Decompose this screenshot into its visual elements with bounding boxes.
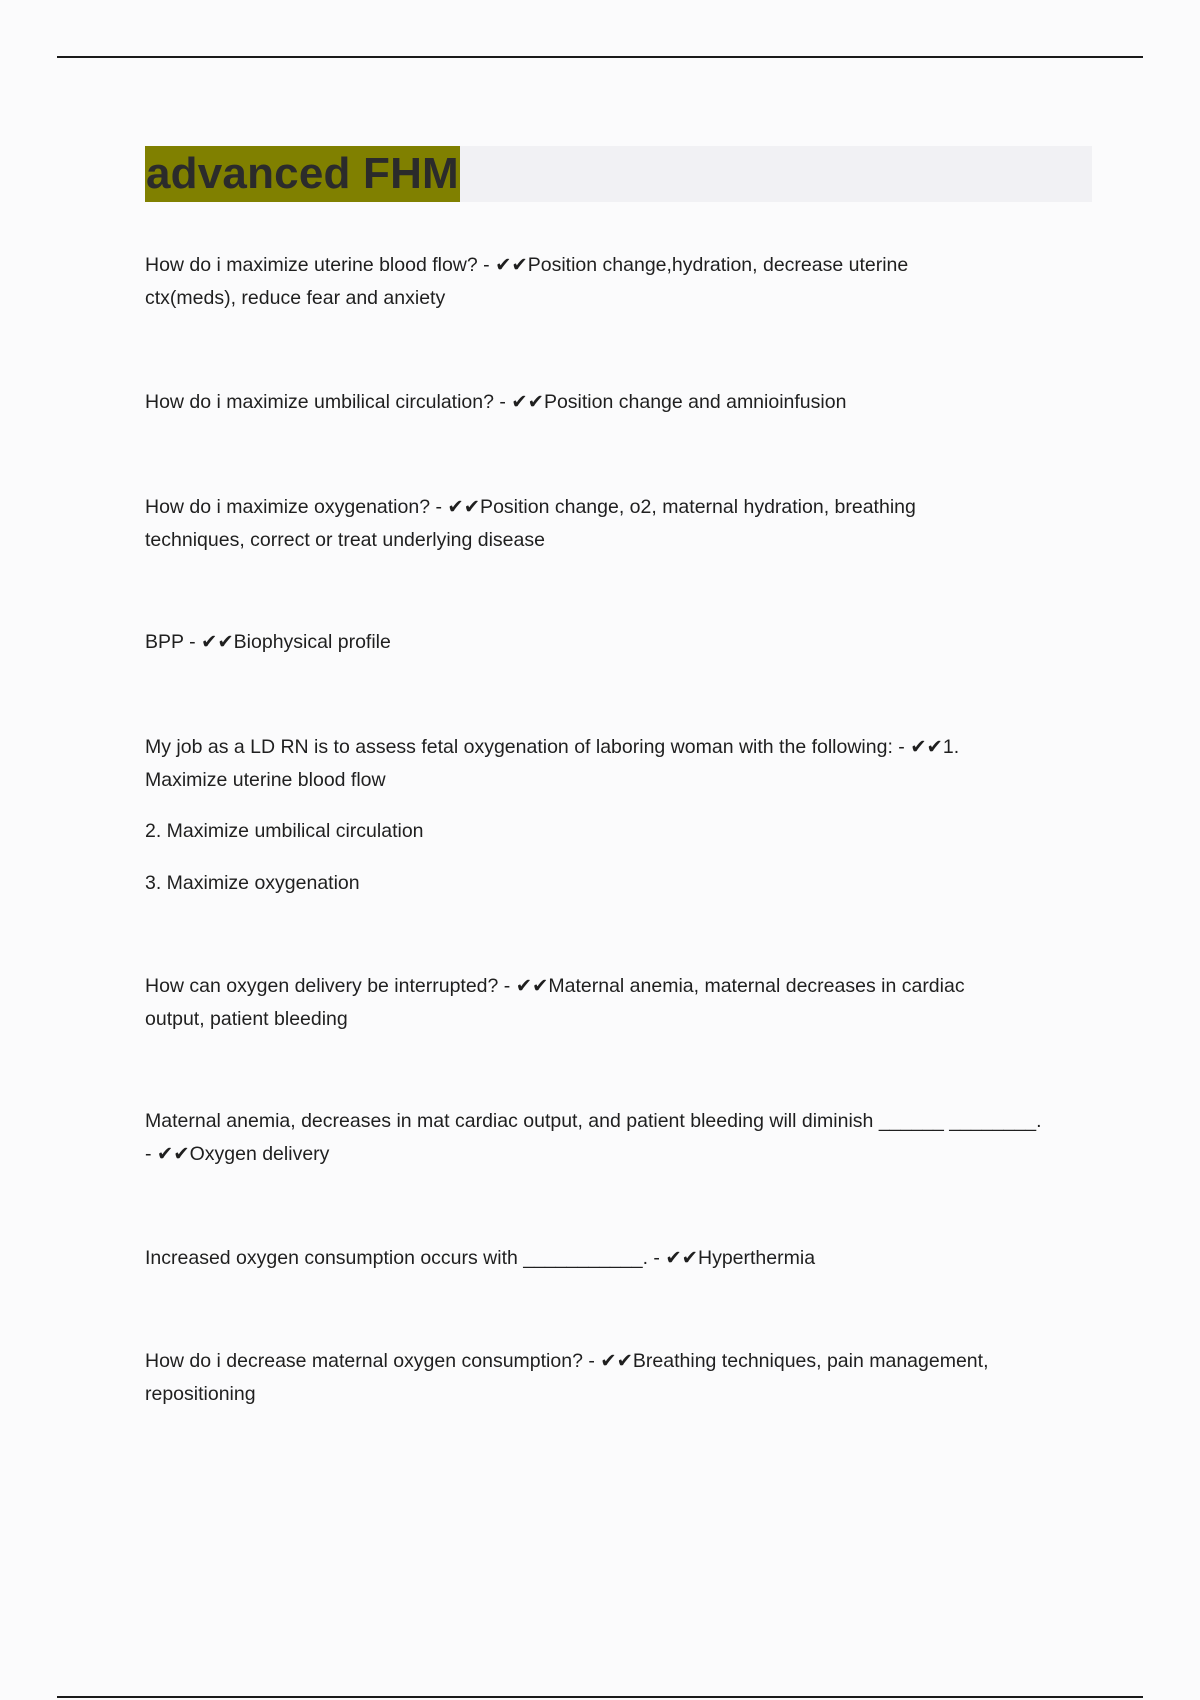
card-text-line: How do i maximize uterine blood flow? - ✔✔Position change,hydration, decrease uterine (145, 254, 909, 276)
card-text-line: BPP - ✔✔Biophysical profile (145, 631, 391, 653)
card-text-line: How do i decrease maternal oxygen consumption? - ✔✔Breathing techniques, pain management, (145, 1350, 989, 1372)
flashcard-2 (145, 386, 1091, 419)
document-title: advanced FHM (145, 146, 460, 202)
card-text-line: Maximize uterine blood flow (145, 769, 386, 791)
card-text-line: How do i maximize oxygenation? - ✔✔Position change, o2, maternal hydration, breathing (145, 496, 916, 518)
card-text-line: How do i maximize umbilical circulation? - ✔✔Position change and amnioinfusion (145, 391, 847, 413)
list-item: 3. Maximize oxygenation (145, 872, 360, 894)
flashcard-5 (145, 731, 1091, 900)
card-text-line: How can oxygen delivery be interrupted? - ✔✔Maternal anemia, maternal decreases in cardiac (145, 975, 965, 997)
bottom-rule (57, 1696, 1143, 1698)
flashcard-3 (145, 491, 1091, 557)
card-text-line: - ✔✔Oxygen delivery (145, 1143, 330, 1165)
card-text-line: output, patient bleeding (145, 1008, 348, 1030)
list-item: 2. Maximize umbilical circulation (145, 820, 424, 842)
flashcard-9 (145, 1345, 1091, 1411)
card-text-line: repositioning (145, 1383, 256, 1405)
flashcard-1 (145, 249, 1091, 315)
card-text-line: My job as a LD RN is to assess fetal oxygenation of laboring woman with the following: - ✔✔1. (145, 736, 960, 758)
card-text-line: Increased oxygen consumption occurs with ___________. - ✔✔Hyperthermia (145, 1247, 816, 1269)
flashcard-4 (145, 626, 1091, 659)
card-text-line: Maternal anemia, decreases in mat cardiac output, and patient bleeding will diminish ______ ________. (145, 1110, 1042, 1132)
card-text-line: techniques, correct or treat underlying disease (145, 529, 545, 551)
top-rule (57, 56, 1143, 58)
card-text-line: ctx(meds), reduce fear and anxiety (145, 287, 446, 309)
flashcard-6 (145, 970, 1091, 1036)
flashcard-8 (145, 1242, 1091, 1275)
flashcard-7 (145, 1105, 1091, 1171)
